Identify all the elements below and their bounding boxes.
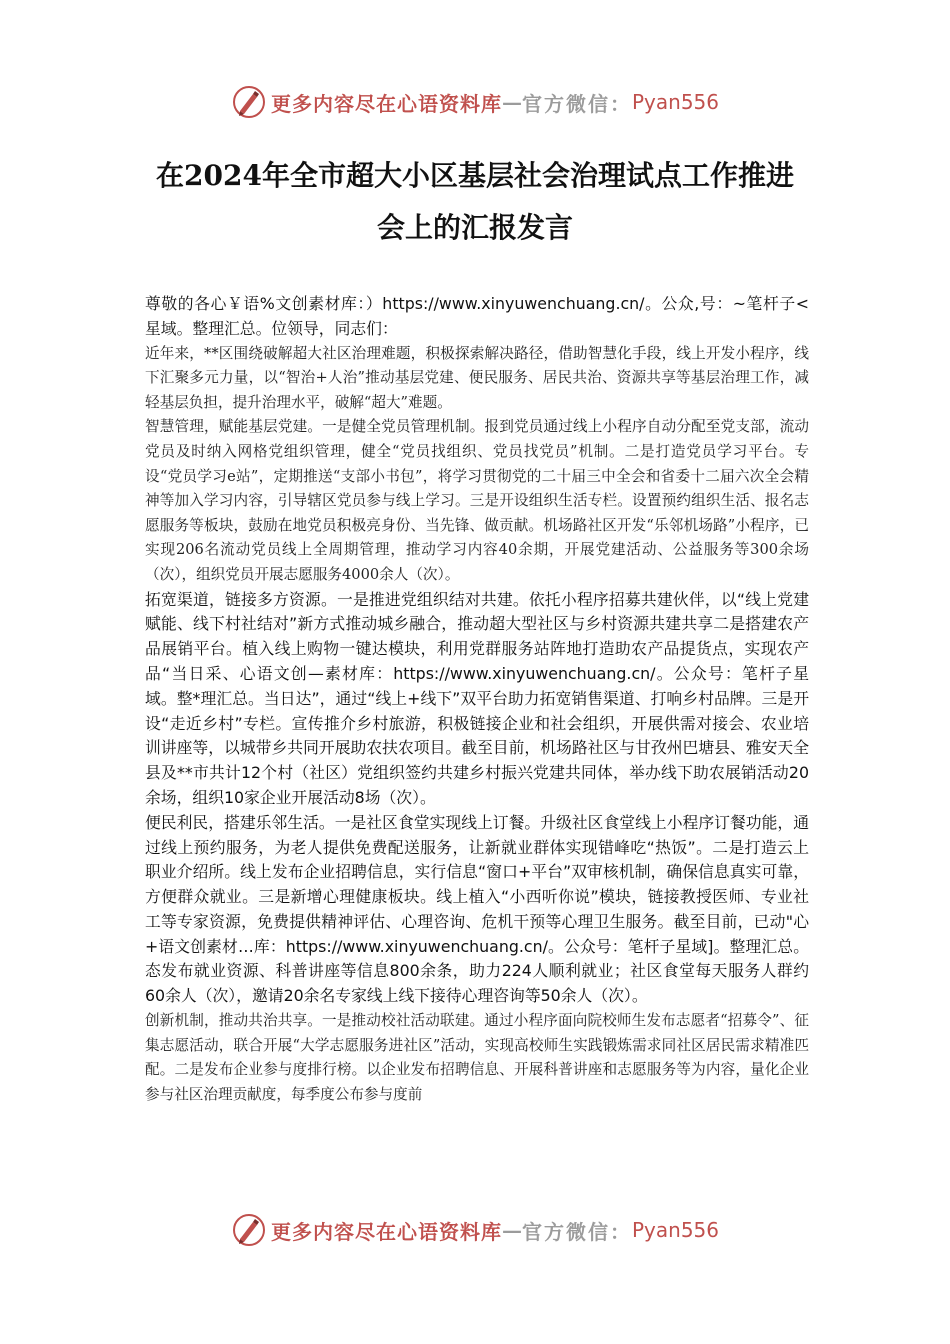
pen-logo-icon [231, 84, 267, 120]
banner-text: 更多内容尽在心语资料库 [270, 91, 502, 116]
paragraph-convenience: 便民利民，搭建乐邻生活。一是社区食堂实现线上订餐。升级社区食堂线上小程序订餐功能，通过线上预约服务，为老人提供免费配送服务，让新就业群体实现错峰吃“热饭”。二是打造云上职业介绍所。线上发布企业招聘信息，实行信息“窗口+平台”双审核机制，确保信息真实可靠，方便群众就业。三是新增心理健康板块。线上植入“小西听你说”模块，链接教授医师、专业社工等专家资源，免费提供精神评估、心理咨询、危机干预等心理卫生服务。截至目前，已动"心+语文创素材…库：https://www.xinyuwenchuang.cn/。公众号：笔杆子星域]。整理汇总。态发布就业资源、科普讲座等信息800余条，助力224人顺利就业；社区食堂每天服务人群约60余人（次），邀请20余名专家线上线下接待心理咨询等50余人（次）。 [145, 812, 809, 1006]
footer-banner [0, 1210, 950, 1250]
paragraph-co-governance: 创新机制，推动共治共享。一是推动校社活动联建。通过小程序面向院校师生发布志愿者“招募令”、征集志愿活动，联合开展“大学志愿服务进社区”活动，实现高校师生实践锻炼需求同社区居民需求精准匹配。二是发布企业参与度排行榜。以企业发布招聘信息、开展科普讲座和志愿服务等为内容，量化企业参与社区治理贡献度，每季度公布参与度前 [145, 1012, 809, 1103]
banner-text: 更多内容尽在心语资料库 [270, 1219, 502, 1244]
title-line-1: 在2024年全市超大小区基层社会治理试点工作推进 [156, 159, 794, 192]
paragraph-intro: 近年来，**区围绕破解超大社区治理难题，积极探索解决路径，借助智慧化手段，线上开发小程序，线下汇聚多元力量，以“智治+人治”推动基层党建、便民服务、居民共治、资源共享等基层治理工作，减轻基层负担，提升治理水平，破解“超大”难题。 [145, 344, 809, 411]
paragraph-greeting: 尊敬的各心￥语%文创素材库：）https://www.xinyuwenchuang.cn/。公众,号：~笔杆子<星域。整理汇总。位领导，同志们： [145, 294, 809, 338]
banner-subtext: 官方微信： [521, 1219, 632, 1244]
title-line-2: 会上的汇报发言 [376, 211, 573, 244]
banner-wechat-id: Pyan556 [631, 90, 719, 114]
document-body [145, 292, 809, 1107]
banner-dash: — [501, 90, 522, 114]
banner-dash: — [501, 1218, 522, 1242]
document-title [130, 150, 820, 254]
banner-wechat-id: Pyan556 [631, 1218, 719, 1242]
pen-logo-icon [231, 1212, 267, 1248]
header-banner [0, 82, 950, 122]
paragraph-resources: 拓宽渠道，链接多方资源。一是推进党组织结对共建。依托小程序招募共建伙伴，以“线上党建赋能、线下村社结对”新方式推动城乡融合，推动超大型社区与乡村资源共建共享二是搭建农产品展销平台。植入线上购物一键达模块，利用党群服务站阵地打造助农产品提货点，实现农产品“当日采、心语文创—素材库：https://www.xinyuwenchuang.cn/。公众号：笔杆子星域。整*理汇总。当日达”，通过“线上+线下”双平台助力拓宽销售渠道、打响乡村品牌。三是开设“走近乡村”专栏。宣传推介乡村旅游，积极链接企业和社会组织，开展供需对接会、农业培训讲座等，以城带乡共同开展助农扶农项目。截至目前，机场路社区与甘孜州巴塘县、雅安天全县及**市共计12个村（社区）党组织签约共建乡村振兴党建共同体，举办线下助农展销活动20余场，组织10家企业开展活动8场（次）。 [145, 589, 809, 807]
banner-subtext: 官方微信： [521, 91, 632, 116]
paragraph-party-building: 智慧管理，赋能基层党建。一是健全党员管理机制。报到党员通过线上小程序自动分配至党支部，流动党员及时纳入网格党组织管理，健全“党员找组织、党员找党员”机制。二是打造党员学习平台。专设“党员学习e站”，定期推送“支部小书包”，将学习贯彻党的二十届三中全会和省委十二届六次全会精神等加入学习内容，引导辖区党员参与线上学习。三是开设组织生活专栏。设置预约组织生活、报名志愿服务等板块，鼓励在地党员积极亮身份、当先锋、做贡献。机场路社区开发“乐邻机场路”小程序，已实现206名流动党员线上全周期管理，推动学习内容40余期，开展党建活动、公益服务等300余场（次），组织党员开展志愿服务4000余人（次）。 [145, 418, 809, 583]
